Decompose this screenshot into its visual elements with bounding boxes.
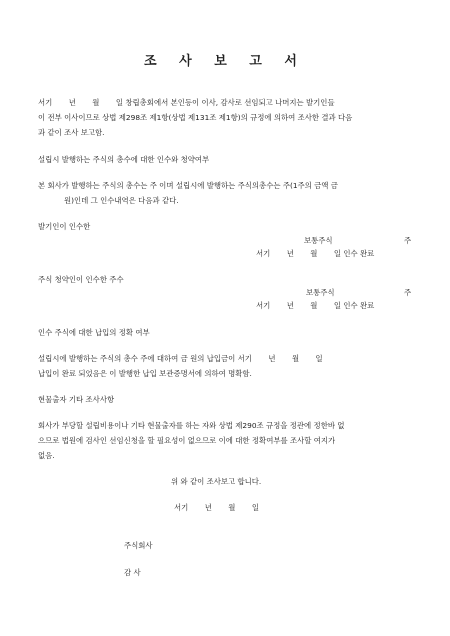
stock-type: 보통주식 <box>306 288 335 297</box>
section-label-subscribers: 주식 청약인이 인수한 주수 <box>38 275 124 284</box>
section-body-line: 으므로 법원에 검사인 선임신청을 할 필요성이 없으므로 이에 대한 정확여부를 조사할 여지가 <box>38 436 336 445</box>
stock-type: 보통주식 <box>304 236 333 245</box>
section-body-line: 회사가 부당할 설립비용이나 기타 현물출자를 하는 자와 상법 제290조 규정을 정관에 정한바 없 <box>38 421 345 430</box>
completion-date-line: 서기 년 월 일 인수 완료 <box>256 249 375 258</box>
company-label: 주식회사 <box>124 541 153 550</box>
section-body-line: 없음. <box>38 451 55 460</box>
section-body-line: 납입이 완료 되었음은 이 발행한 납입 보관증명서에 의하여 명확함. <box>38 369 252 378</box>
completion-date-line: 서기 년 월 일 인수 완료 <box>256 301 375 310</box>
section-heading-payment: 인수 주식에 대한 납입의 정확 여부 <box>38 328 150 337</box>
intro-line: 과 같이 조사 보고함. <box>38 128 105 137</box>
section-body-line: 본 회사가 발행하는 주식의 총수는 주 이며 설립시에 발행하는 주식의총수는 주(1주의 금액 금 <box>38 181 338 190</box>
stock-unit: 주 <box>404 236 412 245</box>
closing-date: 서기 년 월 일 <box>174 503 260 512</box>
intro-line: 서기 년 월 일 창립총회에서 본인등이 이사, 감사로 선임되고 나머지는 발기인들 <box>38 98 335 107</box>
section-heading-subscription: 설립시 발행하는 주식의 총수에 대한 인수와 청약여부 <box>38 155 210 164</box>
auditor-label: 감 사 <box>124 568 141 577</box>
stock-unit: 주 <box>404 288 412 297</box>
section-label-promoters: 발기인이 인수한 <box>38 222 91 231</box>
section-heading-in-kind: 현물출자 기타 조사사항 <box>38 395 115 404</box>
closing-statement: 위 와 같이 조사보고 합니다. <box>171 477 262 486</box>
intro-line: 이 전부 이사이므로 상법 제298조 제1항(상법 제131조 제1항)의 규정에 의하여 조사한 결과 다음 <box>38 113 353 122</box>
section-body-line: 설립시에 발행하는 주식의 총수 주에 대하여 금 원의 납입금이 서기 년 월 일 <box>38 354 323 363</box>
section-body-line: 원)인데 그 인수내역은 다음과 같다. <box>64 196 179 205</box>
page-title: 조 사 보 고 서 <box>144 54 306 69</box>
